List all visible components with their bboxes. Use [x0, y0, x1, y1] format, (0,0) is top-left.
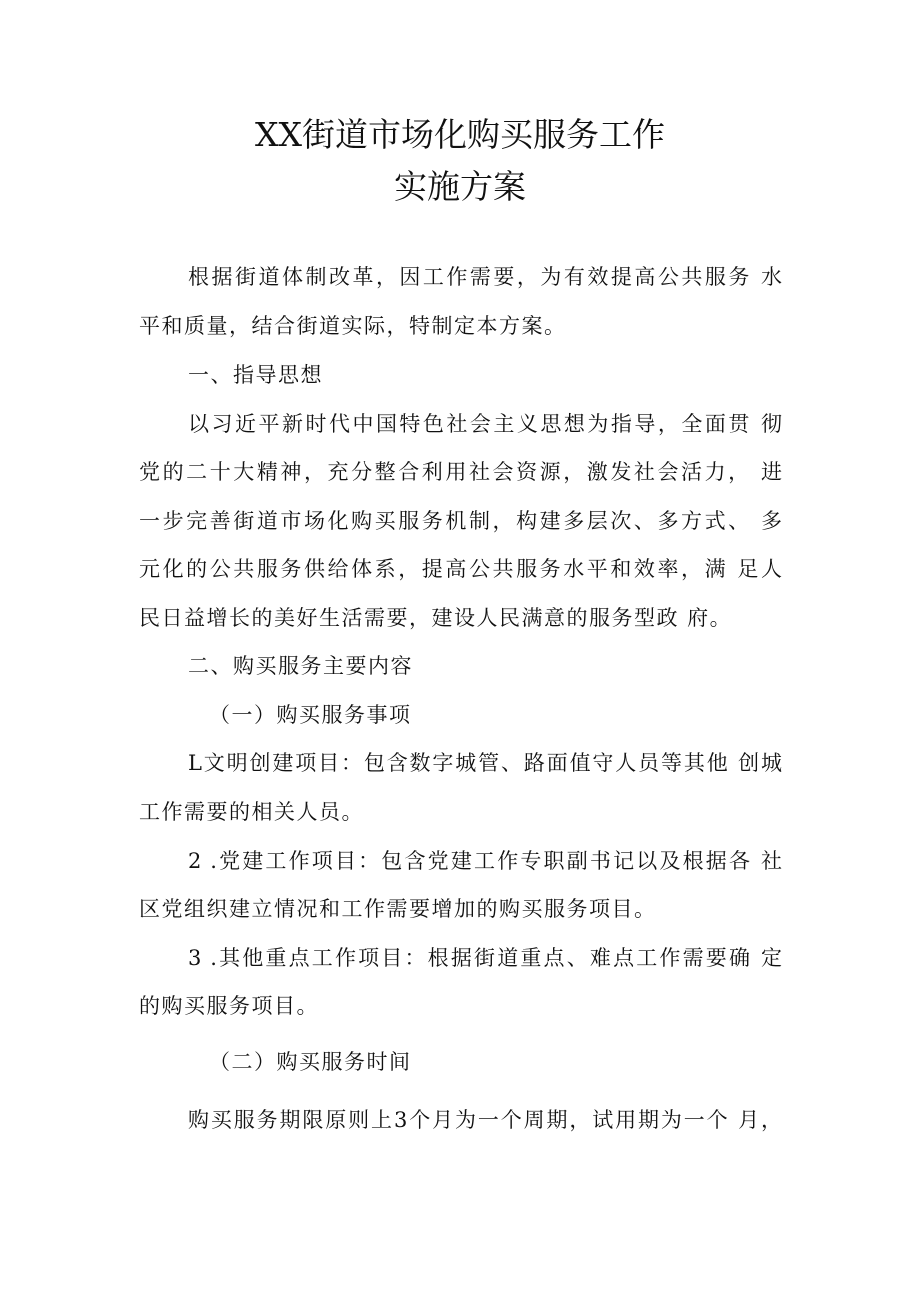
paragraph-intro-line-2: 平和质量，结合街道实际，特制定本方案。	[139, 314, 567, 338]
subsection-heading-service-time: （二）购买服务时间	[209, 1050, 412, 1074]
item-1-line-1: L文明创建项目：包含数字城管、路面值守人员等其他 创城	[188, 751, 782, 775]
paragraph-guiding-line-2: 党的二十大精神，充分整合利用社会资源，激发社会活力， 进	[139, 460, 782, 484]
paragraph-guiding-line-4: 元化的公共服务供给体系，提高公共服务水平和效率，满 足人	[139, 557, 782, 581]
paragraph-service-time-line-1: 购买服务期限原则上3个月为一个周期，试用期为一个 月，	[188, 1108, 782, 1132]
paragraph-intro-line-1: 根据街道体制改革，因工作需要，为有效提高公共服务 水	[188, 265, 782, 289]
section-heading-main-content: 二、购买服务主要内容	[188, 654, 413, 678]
item-1-line-2: 工作需要的相关人员。	[139, 800, 364, 824]
section-heading-guiding-thought: 一、指导思想	[188, 363, 323, 387]
item-2-line-1: 2 .党建工作项目：包含党建工作专职副书记以及根据各 社	[188, 849, 782, 873]
item-3-line-2: 的购买服务项目。	[139, 994, 319, 1018]
paragraph-guiding-line-1: 以习近平新时代中国特色社会主义思想为指导，全面贯 彻	[188, 412, 782, 436]
document-title-line-1: XX街道市场化购买服务工作	[255, 115, 665, 154]
item-2-line-2: 区党组织建立情况和工作需要增加的购买服务项目。	[139, 897, 657, 921]
subsection-heading-service-items: （一）购买服务事项	[209, 703, 412, 727]
paragraph-guiding-line-3: 一步完善街道市场化购买服务机制，构建多层次、多方式、 多	[139, 509, 782, 533]
item-3-line-1: 3 .其他重点工作项目：根据街道重点、难点工作需要确 定	[188, 946, 782, 970]
paragraph-guiding-line-5: 民日益增长的美好生活需要，建设人民满意的服务型政 府。	[139, 606, 733, 630]
document-title-line-2: 实施方案	[394, 167, 526, 206]
